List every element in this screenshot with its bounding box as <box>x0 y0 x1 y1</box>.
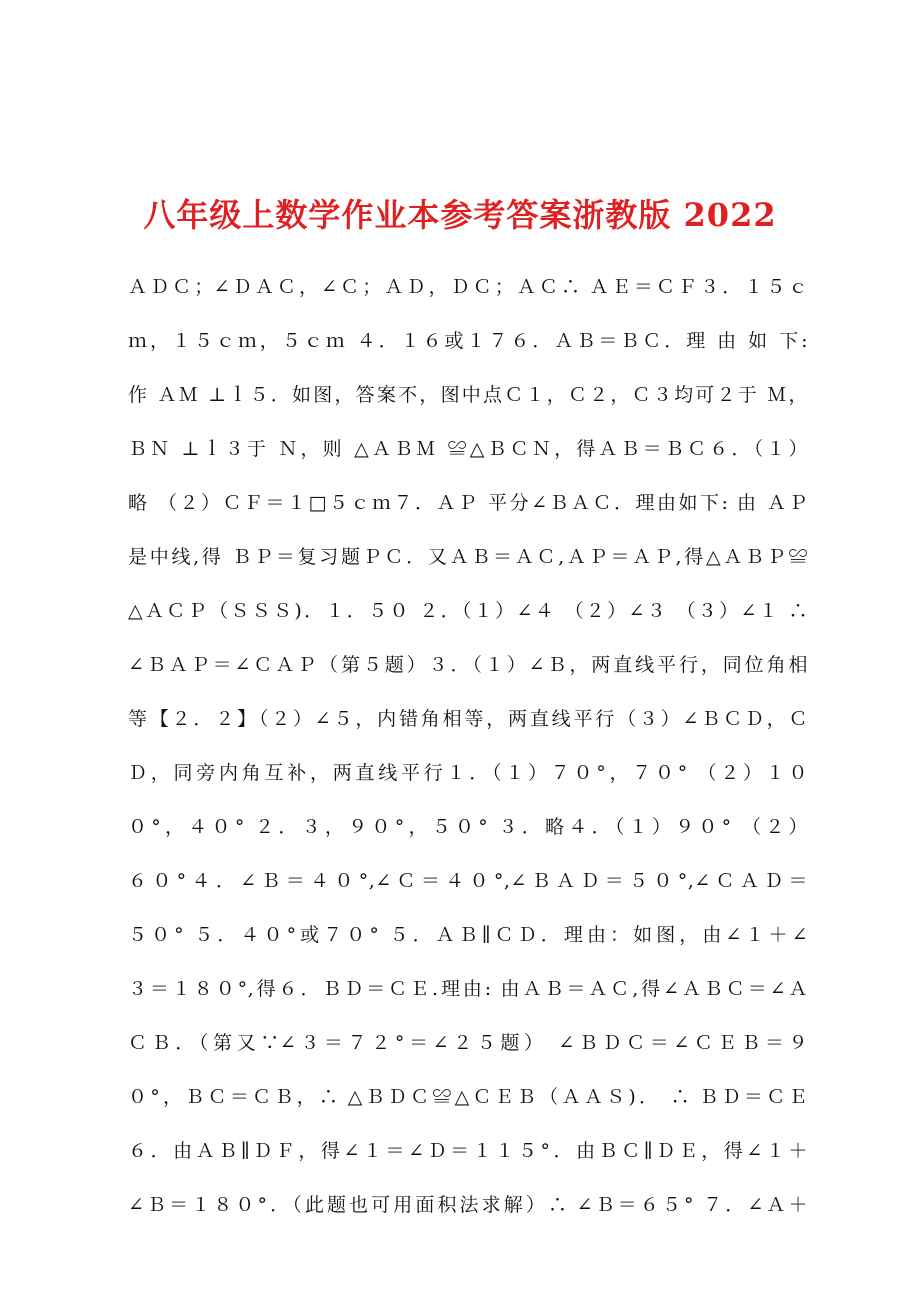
text-line: ＢＮ ⊥ｌ３于 Ｎ，则 △ＡＢＭ ≌△ＢＣＮ，得ＡＢ＝ＢＣ６．（１） <box>128 438 808 460</box>
text-line: 作 ＡＭ ⊥ｌ５．如图，答案不，图中点Ｃ１，Ｃ２，Ｃ３均可２于 Ｍ， <box>128 384 808 406</box>
text-line: ５０° ５．４０°或７０° ５．ＡＢ∥ＣＤ．理由：如图，由∠１＋∠ <box>128 924 808 946</box>
text-line: ∠ＢＡＰ＝∠ＣＡＰ（第５题）３．（１）∠Ｂ，两直线平行，同位角相 <box>128 654 808 676</box>
text-line: ∠Ｂ＝１８０°．（此题也可用面积法求解）∴ ∠Ｂ＝６５° ７．∠Ａ＋ <box>128 1194 808 1216</box>
answer-body <box>128 260 808 1232</box>
text-line: ６．由ＡＢ∥ＤＦ，得∠１＝∠Ｄ＝１１５°．由ＢＣ∥ＤＥ，得∠１＋ <box>128 1140 808 1162</box>
text-line: ６０°４．∠Ｂ＝４０°,∠Ｃ＝４０°,∠ＢＡＤ＝５０°,∠ＣＡＤ＝ <box>128 870 808 892</box>
text-line: 等【２．２】（２）∠５，内错角相等，两直线平行（３）∠ＢＣＤ，Ｃ <box>128 708 808 730</box>
text-line: 是中线,得 ＢＰ＝复习题ＰＣ．又ＡＢ＝ＡＣ,ＡＰ＝ＡＰ,得△ＡＢＰ≌ <box>128 546 808 568</box>
text-line: ＡＤＣ；∠ＤＡＣ，∠Ｃ；ＡＤ，ＤＣ；ＡＣ∴ ＡＥ＝ＣＦ３．１５ｃ <box>128 276 808 298</box>
text-line: △ＡＣＰ（ＳＳＳ)．１．５０ ２．（１）∠４ （２）∠３ （３）∠１ ∴ <box>128 600 808 622</box>
text-line: ｍ，１５ｃｍ，５ｃｍ ４．１６或１７６．ＡＢ＝ＢＣ．理 由 如 下: <box>128 330 808 352</box>
text-line: ０°，ＢＣ＝ＣＢ，∴ △ＢＤＣ≌△ＣＥＢ（ＡＡＳ)． ∴ ＢＤ＝ＣＥ <box>128 1086 808 1108</box>
text-line: ０°，４０° ２．３，９０°，５０° ３．略４．（１）９０° （２） <box>128 816 808 838</box>
text-line: ３＝１８０°,得６．ＢＤ＝ＣＥ.理由: 由ＡＢ＝ＡＣ,得∠ＡＢＣ＝∠Ａ <box>128 978 808 1000</box>
document-title: 八年级上数学作业本参考答案浙教版 2022 <box>143 196 777 234</box>
text-line: ＣＢ．（第又∵∠３＝７２°＝∠２５题） ∠ＢＤＣ＝∠ＣＥＢ＝９ <box>128 1032 808 1054</box>
text-line: 略 （２）ＣＦ＝１□５ｃｍ７．ＡＰ 平分∠ＢＡＣ．理由如下: 由 ＡＰ <box>128 492 808 514</box>
text-line: Ｄ，同旁内角互补，两直线平行１．（１）７０°，７０° （２）１０ <box>128 762 808 784</box>
